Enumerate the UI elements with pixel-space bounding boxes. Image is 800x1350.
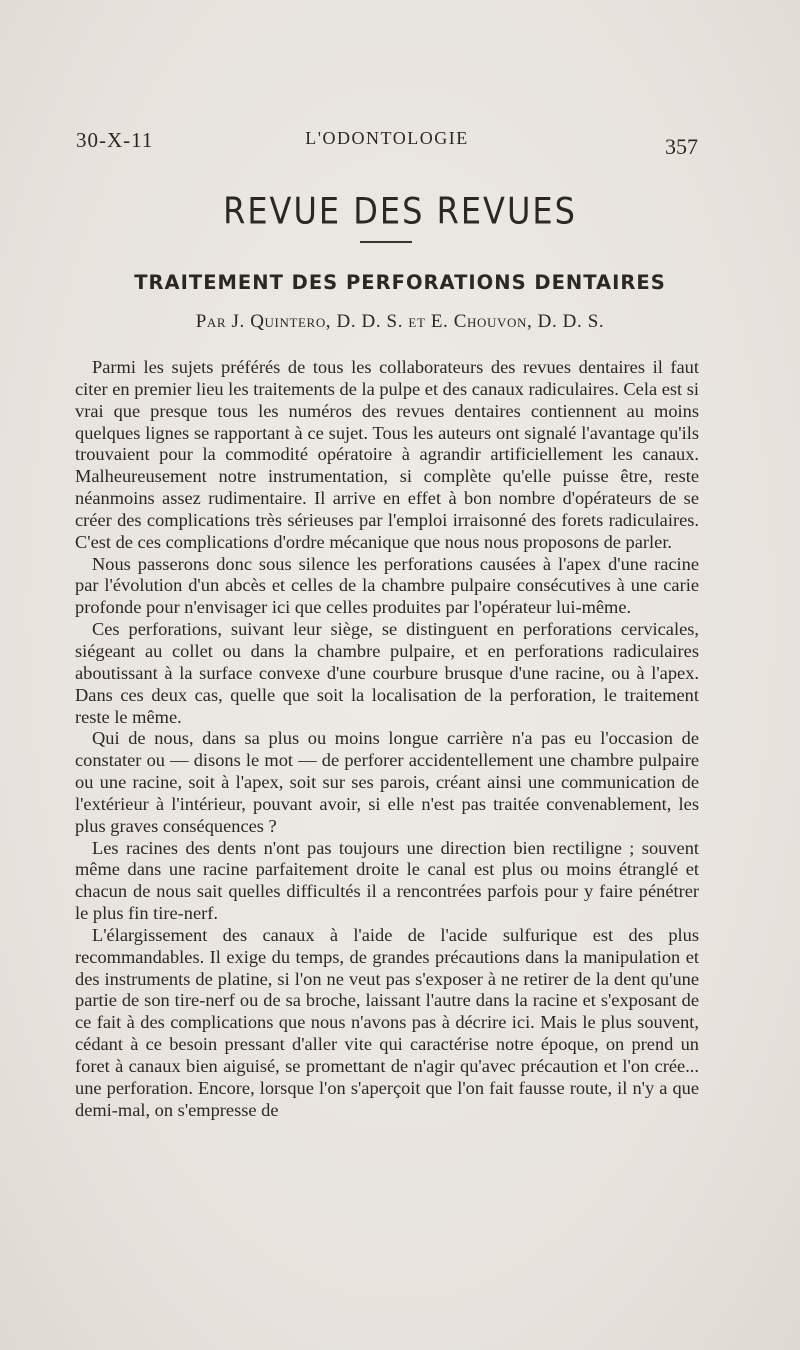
- article-body: [75, 357, 699, 1122]
- paragraph: Qui de nous, dans sa plus ou moins longue carrière n'a pas eu l'occasion de constater ou — disons le mot — de perforer accidentellement une chambre pulpaire ou une racine, soit à l'apex, soit sur ses parois, créant ainsi une communication de l'extérieur à l'intérieur, pouvant avoir, si elle n'est pas traitée convenablement, les plus graves conséquences ?: [75, 728, 699, 836]
- page-number: 357: [665, 134, 698, 159]
- paragraph: Les racines des dents n'ont pas toujours une direction bien rectiligne ; souvent même dans une racine parfaitement droite le canal est plus ou moins étranglé et chacun de nous sait quelles difficultés il a rencontrées parfois pour y faire pénétrer le plus fin tire-nerf.: [75, 837, 699, 924]
- paragraph: Parmi les sujets préférés de tous les collaborateurs des revues dentaires il faut citer en premier lieu les traitements de la pulpe et des canaux radiculaires. Cela est si vrai que presque tous les numéros des revues dentaires contiennent au moins quelques lignes se rapportant à ce sujet. Tous les auteurs ont signalé l'avantage qu'ils trouvaient pour la commodité opératoire à agrandir artificiellement les canaux. Malheureusement notre instrumentation, si complète qu'elle puisse être, reste néanmoins assez rudimentaire. Il arrive en effet à bon nombre d'opérateurs de se créer des complications très sérieuses par l'emploi irraisonné des forets radiculaires. C'est de ces complications d'ordre mécanique que nous nous proposons de parler.: [75, 357, 700, 552]
- journal-name: L'ODONTOLOGIE: [305, 128, 469, 148]
- paragraph: L'élargissement des canaux à l'aide de l'acide sulfurique est des plus recommandables. Il exige du temps, de grandes précautions dans la manipulation et des instruments de platine, si l'on ne veut pas s'exposer à ne retirer de la dent qu'une partie de son tire-nerf ou de sa broche, laissant l'autre dans la racine et s'exposant de ce fait à des complications que nous n'avons pas à décrire ici. Mais le plus souvent, cédant à ce besoin pressant d'aller vite qui caractérise notre époque, on prend un foret à canaux bien aiguisé, se promettant de n'agir qu'avec précaution et l'on crée... une perforation. Encore, lorsque l'on s'aperçoit que l'on fait fausse route, il n'y a que demi-mal, on s'empresse de: [75, 924, 699, 1120]
- article-byline: Par J. Quintero, D. D. S. et E. Chouvon, D. D. S.: [195, 311, 605, 332]
- paragraph: Ces perforations, suivant leur siège, se distinguent en perforations cervicales, siégeant au collet ou dans la chambre pulpaire, et en perforations radiculaires aboutissant à la surface convexe d'une courbure brusque d'une racine, ou à l'apex. Dans ces deux cas, quelle que soit la localisation de la perforation, le traitement reste le même.: [75, 619, 699, 727]
- running-head: [76, 122, 698, 162]
- section-title: REVUE DES REVUES: [223, 189, 577, 233]
- title-divider: [360, 241, 412, 243]
- article-title: TRAITEMENT DES PERFORATIONS DENTAIRES: [134, 271, 666, 294]
- issue-date: 30-X-11: [76, 128, 154, 152]
- paragraph: Nous passerons donc sous silence les perforations causées à l'apex d'une racine par l'évolution d'un abcès et celles de la chambre pulpaire consécutives à une carie profonde pour n'envisager ici que celles produites par l'opérateur lui-même.: [75, 553, 699, 618]
